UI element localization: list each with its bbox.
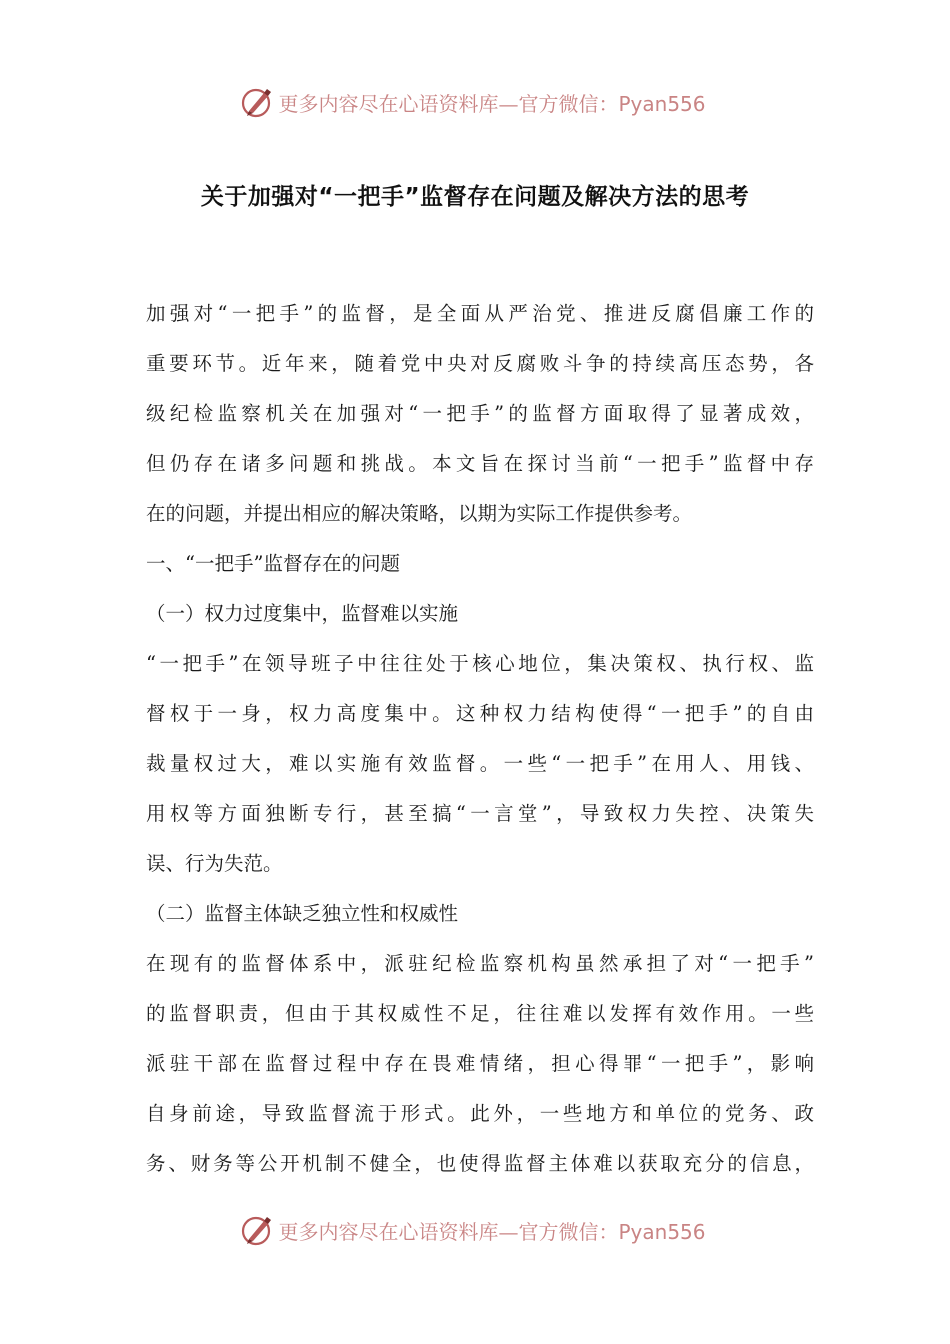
banner-dash: —	[498, 1219, 519, 1244]
header-banner	[0, 82, 950, 122]
banner-content	[240, 1213, 705, 1247]
paragraph-line: “一把手”在领导班子中往往处于核心地位，集决策权、执行权、监	[146, 652, 814, 675]
banner-prefix: 更多内容尽在心语资料库	[278, 91, 499, 116]
document-title: 关于加强对“一把手”监督存在问题及解决方法的思考	[200, 184, 750, 210]
paragraph-line: 务、财务等公开机制不健全，也使得监督主体难以获取充分的信息，	[146, 1152, 814, 1175]
section-heading: （一）权力过度集中，监督难以实施	[146, 602, 459, 625]
paragraph-line: 级纪检监察机关在加强对“一把手”的监督方面取得了显著成效，	[146, 402, 814, 425]
banner-label: 官方微信：	[518, 91, 619, 116]
section-heading: （二）监督主体缺乏独立性和权威性	[146, 902, 459, 925]
banner-wechat-id: Pyan556	[618, 91, 706, 116]
banner-dash: —	[498, 91, 519, 116]
paragraph-line: 在现有的监督体系中，派驻纪检监察机构虽然承担了对“一把手”	[146, 952, 814, 975]
pen-logo-icon	[240, 1213, 274, 1247]
paragraph-line: 用权等方面独断专行，甚至搞“一言堂”，导致权力失控、决策失	[146, 802, 814, 825]
paragraph-line: 误、行为失范。	[146, 852, 283, 875]
banner-label: 官方微信：	[518, 1219, 619, 1244]
banner-wechat-id: Pyan556	[618, 1219, 706, 1244]
paragraph-line: 在的问题，并提出相应的解决策略，以期为实际工作提供参考。	[146, 502, 693, 525]
banner-content	[240, 85, 705, 119]
document-body	[146, 289, 814, 1189]
pen-logo-icon	[240, 85, 274, 119]
banner-text	[278, 1216, 705, 1245]
banner-text	[278, 88, 705, 117]
paragraph-line: 但仍存在诸多问题和挑战。本文旨在探讨当前“一把手”监督中存	[146, 452, 814, 475]
paragraph-line: 的监督职责，但由于其权威性不足，往往难以发挥有效作用。一些	[146, 1002, 814, 1025]
paragraph-line: 自身前途，导致监督流于形式。此外，一些地方和单位的党务、政	[146, 1102, 814, 1125]
section-heading: 一、“一把手”监督存在的问题	[146, 552, 400, 575]
footer-banner	[0, 1210, 950, 1250]
paragraph-line: 加强对“一把手”的监督，是全面从严治党、推进反腐倡廉工作的	[146, 302, 814, 325]
paragraph-line: 重要环节。近年来，随着党中央对反腐败斗争的持续高压态势，各	[146, 352, 814, 375]
banner-prefix: 更多内容尽在心语资料库	[278, 1219, 499, 1244]
paragraph-line: 裁量权过大，难以实施有效监督。一些“一把手”在用人、用钱、	[146, 752, 814, 775]
paragraph-line: 督权于一身，权力高度集中。这种权力结构使得“一把手”的自由	[146, 702, 814, 725]
paragraph-line: 派驻干部在监督过程中存在畏难情绪，担心得罪“一把手”，影响	[146, 1052, 814, 1075]
